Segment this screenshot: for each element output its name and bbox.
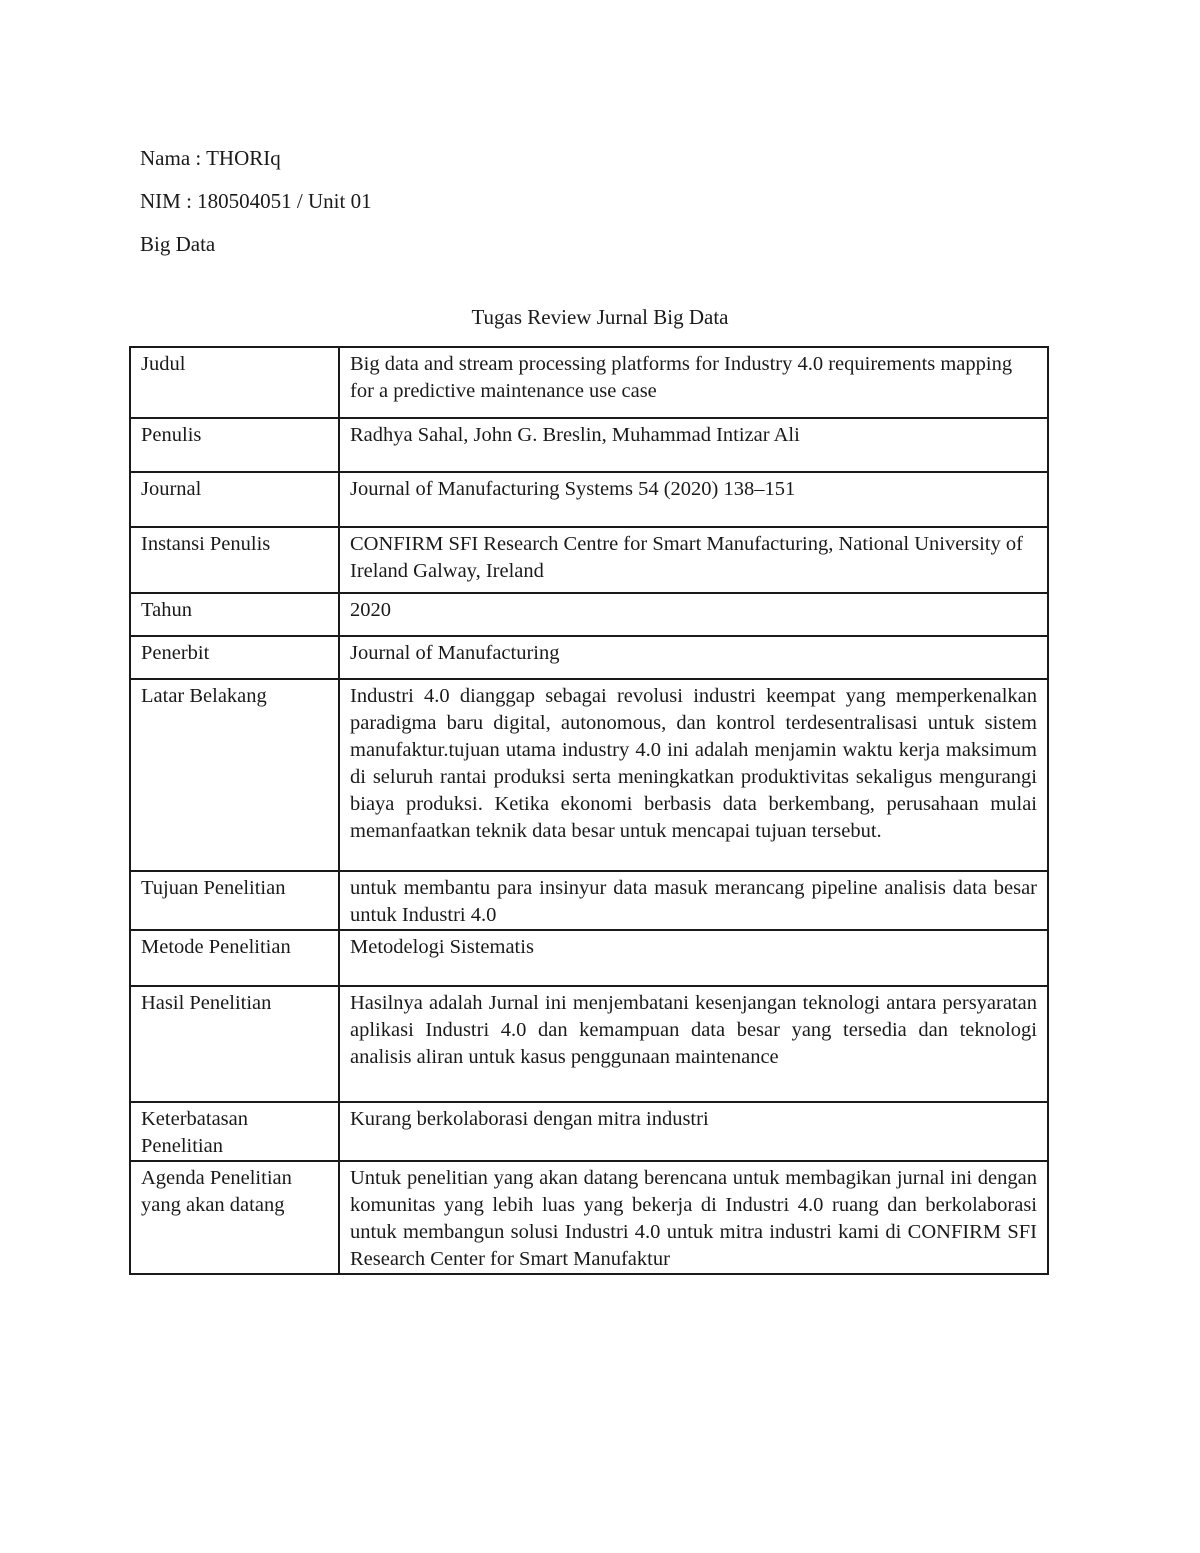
table-row [130,527,1048,593]
row-label: Agenda Penelitian yang akan datang [130,1161,339,1274]
table-row [130,679,1048,871]
row-label: Instansi Penulis [130,527,339,593]
document-title: Tugas Review Jurnal Big Data [471,305,729,329]
row-label: Penulis [130,418,339,472]
row-value: Untuk penelitian yang akan datang berencana untuk membagikan jurnal ini dengan komunitas yang lebih luas yang bekerja di Industri 4.0 ruang dan berkolaborasi untuk membangun solusi Industri 4.0 untuk mitra industri kami di CONFIRM SFI Research Center for Smart Manufaktur [339,1161,1048,1274]
table-row [130,1161,1048,1274]
row-value: Journal of Manufacturing [339,636,1048,679]
row-value: Metodelogi Sistematis [339,930,1048,986]
row-value: Hasilnya adalah Jurnal ini menjembatani kesenjangan teknologi antara persyaratan aplikasi Industri 4.0 dan kemampuan data besar yang tersedia dan teknologi analisis aliran untuk kasus penggunaan maintenance [339,986,1048,1102]
row-value: Kurang berkolaborasi dengan mitra industri [339,1102,1048,1161]
table-row [130,986,1048,1102]
row-label: Tahun [130,593,339,636]
row-label: Latar Belakang [130,679,339,871]
row-label: Penerbit [130,636,339,679]
row-value: 2020 [339,593,1048,636]
table-row [130,930,1048,986]
row-label: Hasil Penelitian [130,986,339,1102]
table-row [130,636,1048,679]
table-row [130,472,1048,527]
row-value: untuk membantu para insinyur data masuk merancang pipeline analisis data besar untuk Industri 4.0 [339,871,1048,930]
row-label: Judul [130,347,339,418]
table-row [130,347,1048,418]
row-label: Tujuan Penelitian [130,871,339,930]
table-row [130,418,1048,472]
review-table [129,346,1049,1275]
table-row [130,593,1048,636]
row-label: Metode Penelitian [130,930,339,986]
row-value: Radhya Sahal, John G. Breslin, Muhammad Intizar Ali [339,418,1048,472]
row-value: Big data and stream processing platforms for Industry 4.0 requirements mapping for a predictive maintenance use case [339,347,1048,418]
table-row [130,1102,1048,1161]
row-value: Industri 4.0 dianggap sebagai revolusi industri keempat yang memperkenalkan paradigma baru digital, autonomous, dan kontrol terdesentralisasi untuk sistem manufaktur.tujuan utama industry 4.0 ini adalah menjamin waktu kerja maksimum di seluruh rantai produksi serta meningkatkan produktivitas sekaligus mengurangi biaya produksi. Ketika ekonomi berbasis data berkembang, perusahaan mulai memanfaatkan teknik data besar untuk mencapai tujuan tersebut. [339,679,1048,871]
student-name: Nama : THORIq [140,146,281,170]
course-name: Big Data [140,232,216,256]
row-label: Keterbatasan Penelitian [130,1102,339,1161]
row-label: Journal [130,472,339,527]
table-row [130,871,1048,930]
student-nim: NIM : 180504051 / Unit 01 [140,189,372,213]
row-value: CONFIRM SFI Research Centre for Smart Manufacturing, National University of Ireland Galway, Ireland [339,527,1048,593]
row-value: Journal of Manufacturing Systems 54 (2020) 138–151 [339,472,1048,527]
